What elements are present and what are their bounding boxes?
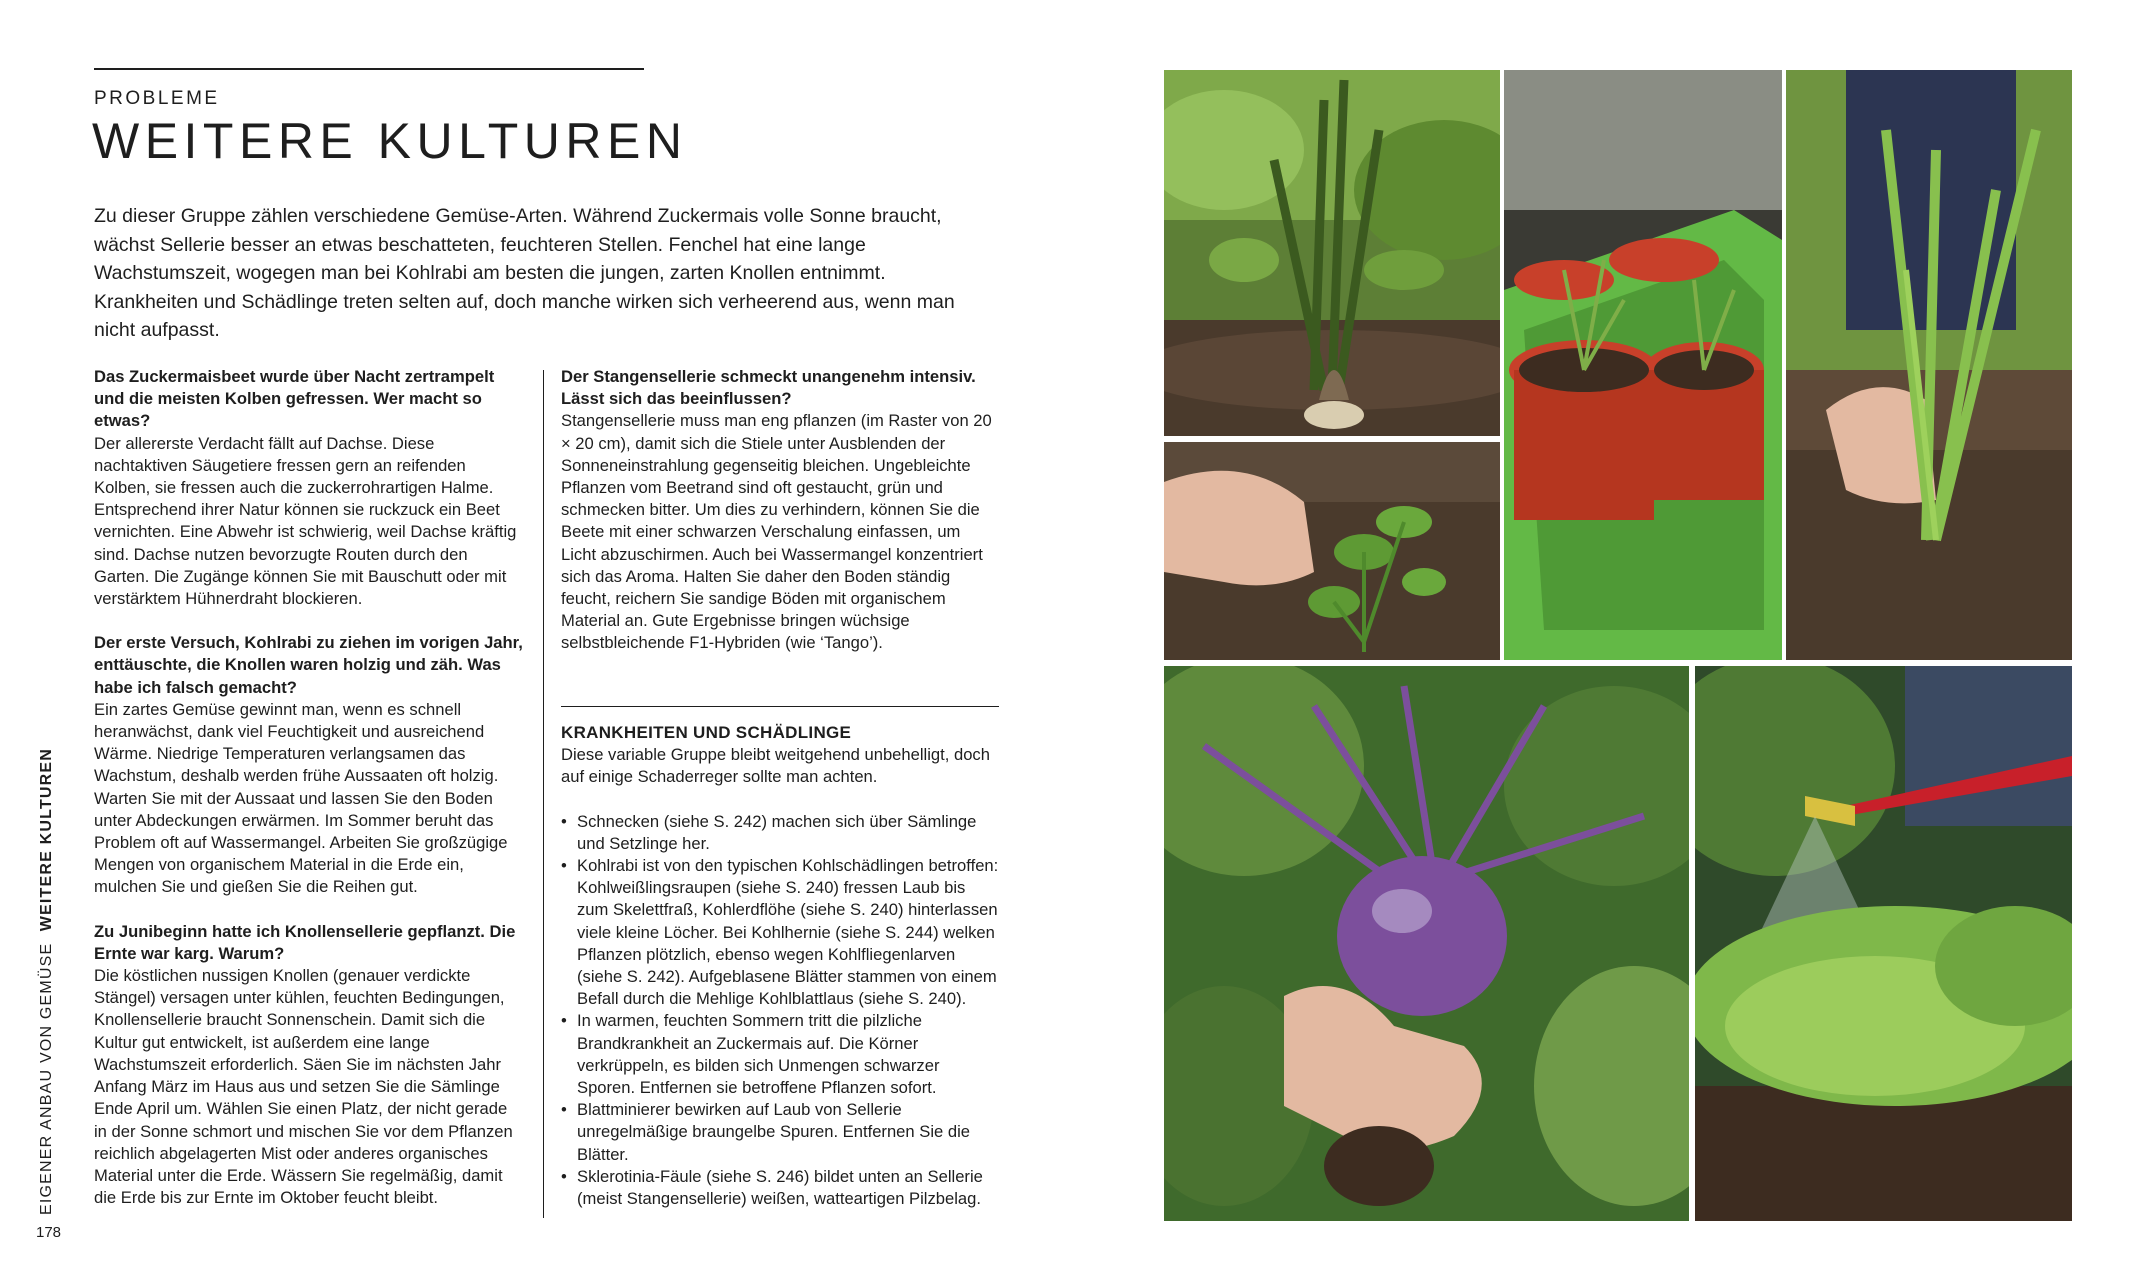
diseases-list xyxy=(561,811,999,1211)
left-column xyxy=(94,366,524,1231)
photo-celery-seedling xyxy=(1164,442,1500,660)
list-item: • In warmen, feuchten Sommern tritt die pilzliche Brandkrankheit an Zuckermais auf. Die Körner verkrüppeln, es bilden sich Unmengen schwarzer Sporen. Entfernen sie betroffene Pflanzen sofort. xyxy=(561,1010,999,1099)
page-title: WEITERE KULTUREN xyxy=(92,113,688,169)
list-item: • Schnecken (siehe S. 242) machen sich über Sämlinge und Setzlinge her. xyxy=(561,811,999,855)
sidebar-section: WEITERE KULTUREN xyxy=(38,747,55,932)
diseases-intro: Diese variable Gruppe bleibt weitgehend unbehelligt, doch auf einige Schaderreger sollte man achten. xyxy=(561,745,990,787)
qa-answer: Stangensellerie muss man eng pflanzen (im Raster von 20 × 20 cm), damit sich die Stiele unter Ausblenden der Sonneneinstrahlung gegenseitig bleichen. Ungebleichte Pflanzen vom Beetrand sind oft gestaucht, grün und schmecken bitter. Um dies zu verhindern, können Sie die Beete mit einer schwarzen Verschalung einfassen, um Licht abzuschirmen. Auch bei Wassermangel konzentriert sich das Aroma. Halten Sie daher den Boden ständig feucht, reichern Sie sandige Böden mit organischem Material an. Gute Ergebnisse bringen wüchsige selbstbleichende F1-Hybriden (wie ‘Tango’). xyxy=(561,411,992,653)
qa-question: Der erste Versuch, Kohlrabi zu ziehen im vorigen Jahr, enttäuschte, die Knollen waren holzig und zäh. Was habe ich falsch gemacht? xyxy=(94,633,523,697)
qa-item xyxy=(94,632,524,898)
section-rule xyxy=(561,706,999,707)
qa-answer: Ein zartes Gemüse gewinnt man, wenn es schnell heranwächst, dank viel Feuchtigkeit und ausreichend Wärme. Niedrige Temperaturen verlangsamen das Wachstum, deshalb werden frühe Aussaaten oft holzig. Warten Sie mit der Aussaat und lassen Sie den Boden unter Abdeckungen erwärmen. Im Sommer beruht das Problem oft auf Wassermangel. Arbeiten Sie großzügige Mengen von organischem Material in die Erde ein, mulchen Sie und gießen Sie die Reihen gut. xyxy=(94,699,508,897)
qa-question: Zu Junibeginn hatte ich Knollensellerie gepflanzt. Die Ernte war karg. Warum? xyxy=(94,921,516,963)
qa-question: Der Stangensellerie schmeckt unangenehm intensiv. Lässt sich das beeinflussen? xyxy=(561,367,976,409)
photo-celeriac-plant xyxy=(1164,70,1500,436)
page-number: 178 xyxy=(36,1224,62,1241)
photo-fennel-watering xyxy=(1695,666,2072,1221)
column-divider xyxy=(543,370,544,1218)
diseases-section xyxy=(561,722,999,1210)
right-column xyxy=(561,366,999,677)
qa-answer: Die köstlichen nussigen Knollen (genauer verdickte Stängel) versagen unter kühlen, feuchten Bedingungen, Knollensellerie braucht Sonnenschein. Damit sich die Kultur gut entwickelt, ist außerdem eine lange Wachstumszeit erforderlich. Säen Sie im nächsten Jahr Anfang März im Haus aus und setzen Sie die Sämlinge Ende April um. Wählen Sie einen Platz, der nicht gerade in der Sonne schmort und mischen Sie vor dem Pflanzen reichlich abgelagerten Mist oder anderes organisches Material unter die Erde. Wässern Sie regelmäßig, damit die Erde bis zur Ernte im Oktober feucht bleibt. xyxy=(94,966,513,1208)
sidebar-prefix: EIGENER ANBAU VON GEMÜSE xyxy=(38,942,55,1215)
qa-question: Das Zuckermaisbeet wurde über Nacht zertrampelt und die meisten Kolben gefressen. Wer macht so etwas? xyxy=(94,367,495,431)
qa-item xyxy=(94,921,524,1210)
header-rule xyxy=(94,68,644,70)
photo-sweetcorn-planting xyxy=(1786,70,2072,660)
photo-seedling-pots xyxy=(1504,70,1782,660)
running-sidebar xyxy=(38,748,56,1215)
qa-answer: Der allererste Verdacht fällt auf Dachse. Diese nachtaktiven Säugetiere fressen gern an reifenden Kolben, sie fressen auch die zuckerrohrartigen Halme. Entsprechend ihrer Natur können sie ruckzuck ein Beet vernichten. Eine Abwehr ist schwierig, weil Dachse kräftig sind. Dachse nutzen bevorzugte Routen durch den Garten. Die Zugänge können Sie mit Bauschutt oder mit verstärktem Hühnerdraht blockieren. xyxy=(94,433,517,609)
section-eyebrow: PROBLEME xyxy=(94,88,220,109)
qa-item xyxy=(94,366,524,610)
qa-item xyxy=(561,366,999,655)
diseases-title: KRANKHEITEN UND SCHÄDLINGE xyxy=(561,723,852,742)
intro-paragraph: Zu dieser Gruppe zählen verschiedene Gemüse-Arten. Während Zuckermais volle Sonne braucht, wächst Sellerie besser an etwas beschatteten, feuchteren Stellen. Fenchel hat eine lange Wachstumszeit, wogegen man bei Kohlrabi am besten die jungen, zarten Knollen entnimmt. Krankheiten und Schädlinge treten selten auf, doch manche wirken sich verheerend aus, wenn man nicht aufpasst. xyxy=(94,205,955,341)
photo-kohlrabi-harvest xyxy=(1164,666,1689,1221)
list-item: • Sklerotinia-Fäule (siehe S. 246) bildet unten an Sellerie (meist Stangensellerie) weißen, watteartigen Pilzbelag. xyxy=(561,1166,999,1210)
list-item: • Blattminierer bewirken auf Laub von Sellerie unregelmäßige braungelbe Spuren. Entfernen Sie die Blätter. xyxy=(561,1099,999,1166)
list-item: • Kohlrabi ist von den typischen Kohlschädlingen betroffen: Kohlweißlingsraupen (siehe S. 240) fressen Laub bis zum Skelettfraß, Kohlerdflöhe (siehe S. 240) hinterlassen viele kleine Löcher. Bei Kohlhernie (siehe S. 244) welken Pflanzen plötzlich, ebenso wegen Kohlfliegenlarven (siehe S. 242). Aufgeblasene Blätter stammen von einem Befall durch die Mehlige Kohlblattlaus (siehe S. 240). xyxy=(561,855,999,1010)
